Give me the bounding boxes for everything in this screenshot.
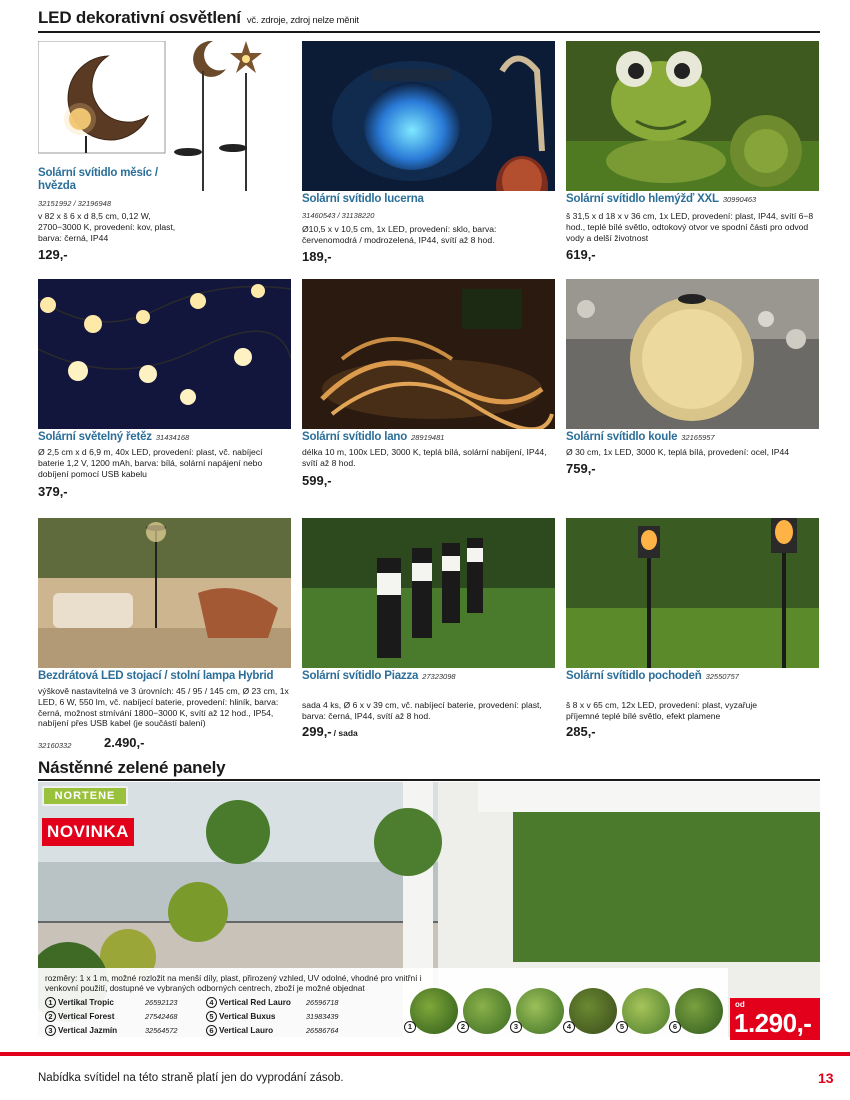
- product-code: 32160332: [38, 741, 72, 750]
- product-image: [302, 41, 555, 191]
- swatch-number: 2: [457, 1021, 469, 1033]
- product-image: [302, 518, 555, 668]
- variant-number: 6: [206, 1025, 217, 1036]
- product-card-moon-star[interactable]: [38, 41, 291, 279]
- product-card-hybrid-lamp[interactable]: [38, 518, 291, 756]
- product-name: [302, 193, 555, 206]
- rope-light-illustration: [302, 279, 555, 429]
- variant-item: [45, 1025, 178, 1036]
- product-name: [566, 670, 819, 683]
- product-name-text: Solární světelný řetěz: [38, 431, 152, 443]
- swatch-image: [675, 988, 723, 1034]
- section-title-panels: [38, 758, 225, 778]
- variant-code: 31983439: [306, 1012, 339, 1021]
- product-price-unit: / sada: [333, 728, 358, 738]
- variant-code: 26586764: [306, 1026, 339, 1035]
- product-name-text: Solární svítidlo lucerna: [302, 193, 424, 205]
- product-code: 32550757: [705, 672, 739, 681]
- product-desc: sada 4 ks, Ø 6 x v 39 cm, vč. nabíjecí baterie, provedení: plast, barva: černá, IP44, svítí až 8 hod.: [302, 700, 542, 721]
- variant-number: 5: [206, 1011, 217, 1022]
- section-title-text: Nástěnné zelené panely: [38, 758, 226, 777]
- product-name-text: Solární svítidlo koule: [566, 431, 678, 443]
- swatch-image: [463, 988, 511, 1034]
- swatch-image: [516, 988, 564, 1034]
- swatch-number: 5: [616, 1021, 628, 1033]
- variant-name: Vertikal Tropic: [58, 998, 114, 1007]
- section-title-led: [38, 8, 359, 28]
- swatch-number: 4: [563, 1021, 575, 1033]
- swatch-number: 6: [669, 1021, 681, 1033]
- hybrid-lamp-illustration: [38, 518, 291, 668]
- product-price: 129,-: [38, 247, 68, 262]
- variant-name: Vertical Jazmín: [58, 1026, 118, 1035]
- product-price: 759,-: [566, 461, 596, 476]
- variant-number: 3: [45, 1025, 56, 1036]
- product-code: 28919481: [411, 433, 445, 442]
- product-card-lantern[interactable]: [302, 41, 555, 279]
- product-name: [566, 431, 819, 444]
- snail-illustration: [566, 41, 819, 191]
- footer-rule: [0, 1052, 850, 1056]
- product-desc: Ø 30 cm, 1x LED, 3000 K, teplá bílá, provedení: ocel, IP44: [566, 447, 790, 457]
- page-number: 13: [818, 1070, 834, 1086]
- product-name: [302, 670, 555, 683]
- product-desc: výškově nastavitelná ve 3 úrovních: 45 / 95 / 145 cm, Ø 23 cm, 1x LED, 6 W, 550 lm, vč. nabíjecí baterie, provedení: hliník, barva: černá, možnost stmívání 1800−3000 K, svítí až 12 hod., IP54, nabíjení přes USB kabel (je součástí balení): [38, 686, 289, 729]
- product-image: [38, 518, 291, 668]
- variant-name: Vertical Red Lauro: [219, 998, 291, 1007]
- ball-light-illustration: [566, 279, 819, 429]
- product-code: 27323098: [422, 672, 456, 681]
- product-desc: š 31,5 x d 18 x v 36 cm, 1x LED, provedení: plast, IP44, svítí 6−8 hod., teplé bílé světlo, odtokový otvor ve spodní části pro odvod vody a delší životnost: [566, 211, 814, 243]
- product-price: 285,-: [566, 724, 596, 739]
- product-card-piazza[interactable]: [302, 518, 555, 756]
- variant-item: [45, 1011, 178, 1022]
- product-name: Bezdrátová LED stojací / stolní lampa Hybrid: [38, 670, 274, 682]
- variant-code: 27542468: [145, 1012, 178, 1021]
- product-card-ball[interactable]: [566, 279, 819, 517]
- variant-number: 2: [45, 1011, 56, 1022]
- product-code: 32165957: [681, 433, 715, 442]
- swatch-number: 3: [510, 1021, 522, 1033]
- variant-number: 4: [206, 997, 217, 1008]
- variant-name: Vertical Forest: [58, 1012, 115, 1021]
- swatch-image: [410, 988, 458, 1034]
- product-price: 189,-: [302, 249, 332, 264]
- variant-code: 32564572: [145, 1026, 178, 1035]
- torch-illustration: [566, 518, 819, 668]
- panel-price: 1.290,-: [734, 1008, 812, 1038]
- product-image: [302, 279, 555, 429]
- product-code: 30990463: [722, 195, 757, 204]
- product-image: [38, 279, 291, 429]
- variant-item: [206, 1011, 339, 1022]
- product-card-string[interactable]: [38, 279, 291, 517]
- product-desc: délka 10 m, 100x LED, 3000 K, teplá bílá, solární nabíjení, IP44, svítí až 8 hod.: [302, 447, 547, 468]
- variant-item: [45, 997, 178, 1008]
- product-desc: Ø10,5 x v 10,5 cm, 1x LED, provedení: sklo, barva: červenomodrá / modrozelená, IP44, svítí až 8 hod.: [302, 224, 497, 245]
- product-desc: š 8 x v 65 cm, 12x LED, provedení: plast, vyzařuje příjemné teplé bílé světlo, efekt plamene: [566, 700, 758, 721]
- variant-name: Vertical Lauro: [219, 1026, 274, 1035]
- variant-name: Vertical Buxus: [219, 1012, 276, 1021]
- variant-code: 26596718: [306, 998, 339, 1007]
- product-desc: v 82 x š 6 x d 8,5 cm, 0,12 W, 2700−3000 K, provedení: kov, plast, barva: černá, IP44: [38, 211, 176, 243]
- section-note: vč. zdroje, zdroj nelze měnit: [246, 15, 359, 26]
- product-price-value: 299,-: [302, 724, 332, 739]
- variant-item: [206, 1025, 339, 1036]
- new-badge: NOVINKA: [42, 818, 134, 846]
- product-name: [38, 431, 291, 444]
- product-card-torch[interactable]: [566, 518, 819, 756]
- product-code: 31434168: [155, 433, 190, 442]
- footer-note: Nabídka svítidel na této straně platí jen do vyprodání zásob.: [38, 1072, 344, 1084]
- product-code: 32151992 / 32196948: [38, 199, 111, 208]
- product-price: 2.490,-: [104, 735, 145, 750]
- product-name-text: Solární svítidlo pochodeň: [566, 670, 702, 682]
- brand-logo: NORTENE: [42, 786, 128, 806]
- section-title-text: LED dekorativní osvětlení: [38, 8, 241, 27]
- product-price: 599,-: [302, 473, 332, 488]
- product-price: 379,-: [38, 484, 68, 499]
- product-card-snail[interactable]: [566, 41, 819, 279]
- product-desc: Ø 2,5 cm x d 6,9 m, 40x LED, provedení: plast, vč. nabíjecí baterie 1,2 V, 1200 mAh, barva: bílá, solární napájení nebo dobíjení pomocí USB kabelu: [38, 447, 263, 479]
- product-image: [566, 518, 819, 668]
- product-name: [302, 431, 555, 444]
- product-card-rope[interactable]: [302, 279, 555, 517]
- product-name-text: Solární svítidlo Piazza: [302, 670, 419, 682]
- swatch-image: [569, 988, 617, 1034]
- variant-code: 26592123: [145, 998, 178, 1007]
- product-image: [566, 279, 819, 429]
- panel-desc: rozměry: 1 x 1 m, možné rozložit na menší díly, plast, přirozený vzhled, UV odolné, vhodné pro vnitřní i venkovní použití, dostupné ve vybraných odborných centrech, zboží je možné objednat: [45, 973, 422, 993]
- product-price: [302, 724, 358, 739]
- price-prefix: od: [735, 1000, 745, 1009]
- product-name: Solární svítidlo měsíc / hvězda: [38, 167, 158, 192]
- swatch-number: 1: [404, 1021, 416, 1033]
- product-price: 619,-: [566, 247, 596, 262]
- variant-item: [206, 997, 339, 1008]
- panel-price-box: [730, 998, 820, 1040]
- product-code: 31460543 / 31138220: [302, 211, 375, 220]
- section-rule: [38, 31, 820, 33]
- swatch-image: [622, 988, 670, 1034]
- string-lights-illustration: [38, 279, 291, 429]
- product-name: [566, 193, 819, 206]
- product-name-text: Solární svítidlo lano: [302, 431, 408, 443]
- product-name-text: Solární svítidlo hlemýžď XXL: [566, 193, 719, 205]
- variant-number: 1: [45, 997, 56, 1008]
- lantern-illustration: [302, 41, 555, 191]
- section-rule: [38, 779, 820, 781]
- piazza-lights-illustration: [302, 518, 555, 668]
- product-image: [566, 41, 819, 191]
